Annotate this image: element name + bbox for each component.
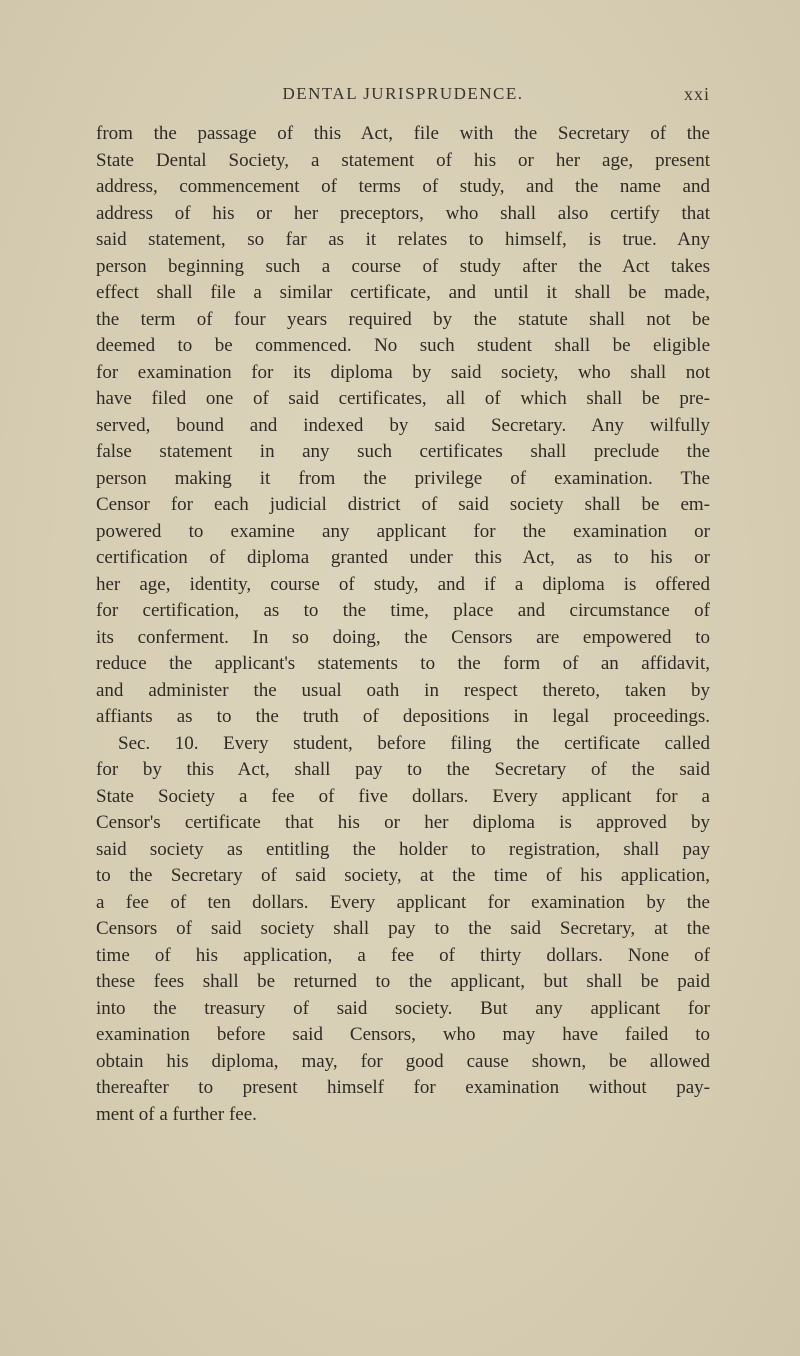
text-line: a fee of ten dollars. Every applicant for examination by the	[96, 891, 710, 913]
page-number: xxi	[683, 84, 710, 104]
running-head	[96, 84, 710, 108]
text-line: address of his or her preceptors, who shall also certify that	[96, 202, 710, 224]
text-line: thereafter to present himself for examination without pay-	[96, 1077, 710, 1098]
text-line: have filed one of said certificates, all of which shall be pre-	[96, 388, 710, 409]
text-line: into the treasury of said society. But any applicant for	[96, 997, 710, 1019]
text-line: its conferment. In so doing, the Censors are empowered to	[96, 626, 710, 648]
text-line: said society as entitling the holder to registration, shall pay	[96, 838, 710, 860]
section-heading-line: Sec. 10. Every student, before filing the certificate called	[118, 732, 710, 754]
body-text	[96, 121, 710, 1128]
text-line: powered to examine any applicant for the examination or	[96, 520, 710, 542]
text-line: served, bound and indexed by said Secretary. Any wilfully	[96, 414, 710, 436]
text-line: false statement in any such certificates shall preclude the	[96, 441, 710, 462]
text-line: person beginning such a course of study after the Act takes	[96, 255, 710, 277]
text-line: and administer the usual oath in respect thereto, taken by	[96, 679, 710, 701]
text-line: these fees shall be returned to the applicant, but shall be paid	[96, 971, 710, 992]
text-line: said statement, so far as it relates to himself, is true. Any	[96, 229, 710, 250]
text-line: to the Secretary of said society, at the time of his application,	[96, 865, 710, 886]
text-line: for certification, as to the time, place and circumstance of	[96, 600, 710, 621]
text-line: for by this Act, shall pay to the Secretary of the said	[96, 759, 710, 780]
text-line: the term of four years required by the statute shall not be	[96, 308, 710, 330]
text-line: her age, identity, course of study, and if a diploma is offered	[96, 573, 710, 595]
text-line: Censors of said society shall pay to the said Secretary, at the	[96, 918, 710, 939]
text-line: from the passage of this Act, file with the Secretary of the	[96, 123, 710, 144]
text-line: time of his application, a fee of thirty dollars. None of	[96, 944, 710, 966]
text-line: certification of diploma granted under this Act, as to his or	[96, 547, 710, 568]
text-line: effect shall file a similar certificate, and until it shall be made,	[96, 282, 710, 303]
text-line: Censor's certificate that his or her diploma is approved by	[96, 812, 710, 833]
text-line: affiants as to the truth of depositions in legal proceedings.	[96, 706, 710, 727]
text-line: for examination for its diploma by said society, who shall not	[96, 361, 710, 383]
text-line: State Society a fee of five dollars. Every applicant for a	[96, 785, 710, 807]
text-line: ment of a further fee.	[96, 1103, 257, 1125]
text-line: examination before said Censors, who may have failed to	[96, 1024, 710, 1045]
text-line: obtain his diploma, may, for good cause shown, be allowed	[96, 1050, 710, 1072]
running-title: DENTAL JURISPRUDENCE.	[282, 84, 524, 103]
text-line: Censor for each judicial district of said society shall be em-	[96, 494, 710, 515]
text-line: reduce the applicant's statements to the form of an affidavit,	[96, 653, 710, 674]
text-line: State Dental Society, a statement of his or her age, present	[96, 149, 710, 171]
text-line: deemed to be commenced. No such student shall be eligible	[96, 335, 710, 356]
text-line: address, commencement of terms of study, and the name and	[96, 176, 710, 197]
text-line: person making it from the privilege of examination. The	[96, 467, 710, 489]
